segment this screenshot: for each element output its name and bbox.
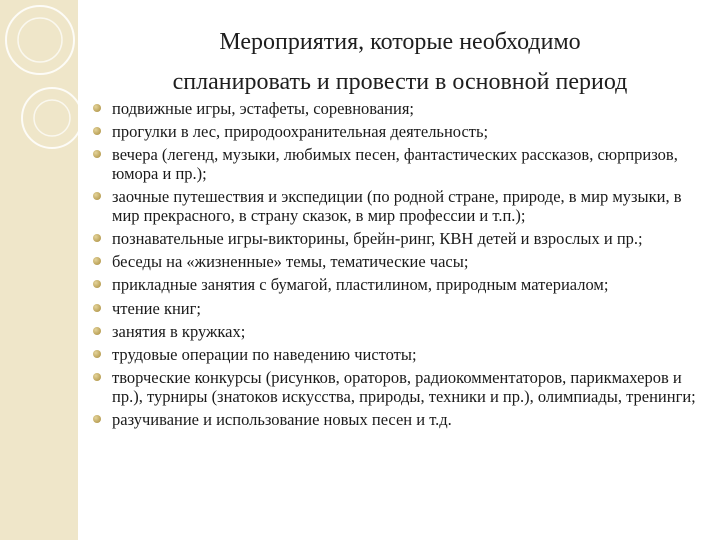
bullet-icon: [93, 280, 101, 288]
bullet-icon: [93, 234, 101, 242]
bullet-icon: [93, 415, 101, 423]
list-item-text: трудовые операции по наведению чистоты;: [112, 344, 417, 364]
list-item: [92, 146, 704, 183]
list-item: [92, 323, 704, 342]
list-item: [92, 369, 704, 406]
list-item: [92, 411, 704, 430]
list-item: [92, 346, 704, 365]
list-item-text: занятия в кружках;: [112, 321, 246, 341]
list-item-text: беседы на «жизненные» темы, тематические часы;: [112, 252, 469, 272]
list-item: [92, 100, 704, 119]
bullet-icon: [93, 373, 101, 381]
list-item-text: творческие конкурсы (рисунков, ораторов, радиокомментаторов, парикмахеров и пр.), турниры (знатоков искусства, природы, техники и пр.), олимпиады, тренинги;: [112, 368, 696, 406]
list-item-text: чтение книг;: [112, 298, 201, 318]
bullet-icon: [93, 327, 101, 335]
activity-list: [92, 100, 704, 434]
slide-title: [95, 22, 705, 102]
bullet-icon: [93, 257, 101, 265]
bullet-icon: [93, 127, 101, 135]
list-item-text: разучивание и использование новых песен и т.д.: [112, 409, 452, 429]
list-item: [92, 276, 704, 295]
list-item: [92, 253, 704, 272]
list-item: [92, 188, 704, 225]
bullet-icon: [93, 150, 101, 158]
bullet-icon: [93, 104, 101, 112]
list-item-text: подвижные игры, эстафеты, соревнования;: [112, 99, 415, 118]
list-item-text: прогулки в лес, природоохранительная деятельность;: [112, 122, 489, 142]
list-item-text: вечера (легенд, музыки, любимых песен, фантастических рассказов, сюрпризов, юмора и пр.);: [112, 145, 678, 183]
slide-title-line-1: Мероприятия, которые необходимо: [219, 29, 581, 55]
list-item: [92, 300, 704, 319]
bullet-icon: [93, 192, 101, 200]
bullet-icon: [93, 304, 101, 312]
list-item: [92, 230, 704, 249]
list-item: [92, 123, 704, 142]
list-item-text: заочные путешествия и экспедиции (по родной стране, природе, в мир музыки, в мир прекрасного, в страну сказок, в мир профессии и т.п.);: [112, 187, 682, 225]
list-item-text: познавательные игры-викторины, брейн-ринг, КВН детей и взрослых и пр.;: [112, 228, 643, 248]
slide-title-line-2: спланировать и провести в основной период: [172, 69, 628, 95]
bullet-icon: [93, 350, 101, 358]
list-item-text: прикладные занятия с бумагой, пластилином, природным материалом;: [112, 275, 609, 295]
